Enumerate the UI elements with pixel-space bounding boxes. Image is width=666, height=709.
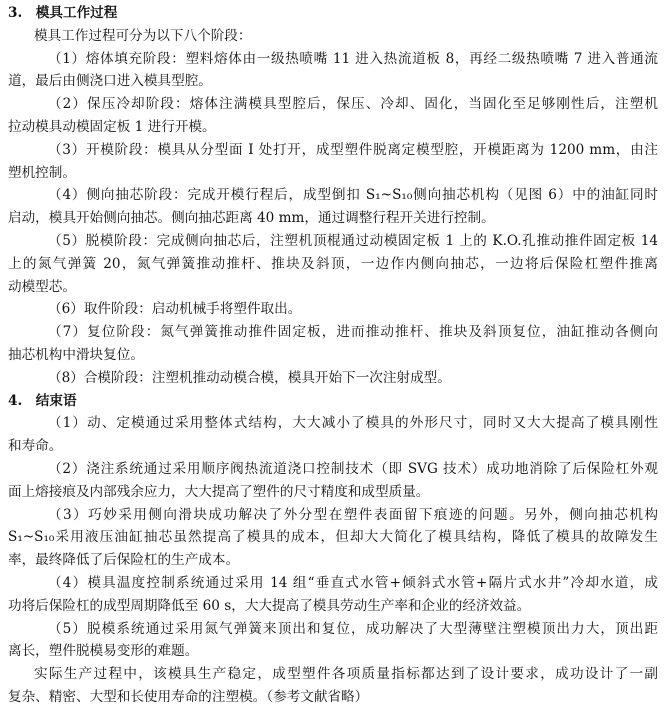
paragraph-line: 率，最终降低了后保险杠的生产成本。 [8,552,240,569]
paragraph-line: （1）熔体填充阶段：塑料熔体由一级热喷嘴 11 进入热流道板 8，再经二级热喷嘴 7 进入普通流 [48,50,658,67]
paragraph-line: 离长，塑件脱模易变形的难题。 [8,643,199,660]
section-heading: 3. 模具工作过程 [8,5,118,21]
paragraph-line: S₁~S₁₀采用液压油缸抽芯虽然提高了模具的成本，但却大大简化了模具结构，降低了模具的故障发生 [8,529,658,546]
paragraph-line: 抽芯机构中滑块复位。 [8,346,144,363]
paragraph-line: （2）保压冷却阶段：熔体注满模具型腔后，保压、冷却、固化，当固化至足够刚性后，注塑机 [48,96,658,113]
paragraph-line: （4）侧向抽芯阶段：完成开模行程后，成型倒扣 S₁~S₁₀侧向抽芯机构（见图 6）中的油缸同时 [48,187,658,204]
section-heading: 4. 结束语 [8,392,77,409]
paragraph-line: 实际生产过程中，该模具生产稳定，成型塑件各项质量指标都达到了设计要求，成功设计了一副 [34,666,658,683]
paragraph-line: 道，最后由侧浇口进入模具型腔。 [8,73,212,90]
paragraph-line: （3）开模阶段：模具从分型面 I 处打开，成型塑件脱离定模型腔，开模距离为 1200 mm，由注 [48,141,658,158]
paragraph-line: 塑机控制。 [8,164,76,181]
paragraph-line: 面上熔接痕及内部残余应力，大大提高了塑件的尺寸精度和成型质量。 [8,483,430,500]
paragraph-line: 上的氮气弹簧 20，氮气弹簧推动推杆、推块及斜顶，一边作内侧向抽芯，一边将后保险杠塑件推离 [8,255,658,272]
paragraph-line: （2）浇注系统通过采用顺序阀热流道浇口控制技术（即 SVG 技术）成功地消除了后保险杠外观 [48,460,658,477]
paragraph-line: 拉动模具动模固定板 1 进行开模。 [8,118,216,135]
paragraph-line: （7）复位阶段：氮气弹簧推动推件固定板，进而推动推杆、推块及斜顶复位，油缸推动各侧向 [48,324,658,341]
paragraph-line: （8）合模阶段：注塑机推动动模合模，模具开始下一次注射成型。 [48,369,451,386]
paragraph-line: （4）模具温度控制系统通过采用 14 组“垂直式水管+倾斜式水管+隔片式水井”冷却水道，成 [48,574,658,591]
paragraph-line: （5）脱模阶段：完成侧向抽芯后，注塑机顶棍通过动模固定板 1 上的 K.O.孔推动推件固定板 14 [48,232,658,249]
paragraph-line: （6）取件阶段：启动机械手将塑件取出。 [48,301,302,318]
paragraph-line: （5）脱模系统通过采用氮气弹簧来顶出和复位，成功解决了大型薄壁注塑模顶出力大，顶出距 [48,620,658,637]
paragraph-line: 启动，模具开始侧向抽芯。侧向抽芯距离 40 mm，通过调整行程开关进行控制。 [8,210,495,227]
paragraph-line: （1）动、定模通过采用整体式结构，大大减小了模具的外形尺寸，同时又大大提高了模具刚性 [48,415,658,432]
paragraph-line: 功将后保险杠的成型周期降低至 60 s，大大提高了模具劳动生产率和企业的经济效益。 [8,597,531,614]
paragraph-line: 和寿命。 [8,438,63,455]
paragraph-line: 复杂、精密、大型和长使用寿命的注塑模。（参考文献省略） [8,688,369,705]
paragraph-line: 动模型芯。 [8,278,76,295]
paragraph-line: 模具工作过程可分为以下八个阶段： [34,27,252,44]
document-body [8,2,658,709]
paragraph-line: （3）巧妙采用侧向滑块成功解决了外分型在塑件表面留下痕迹的问题。另外，侧向抽芯机构 [48,506,658,523]
